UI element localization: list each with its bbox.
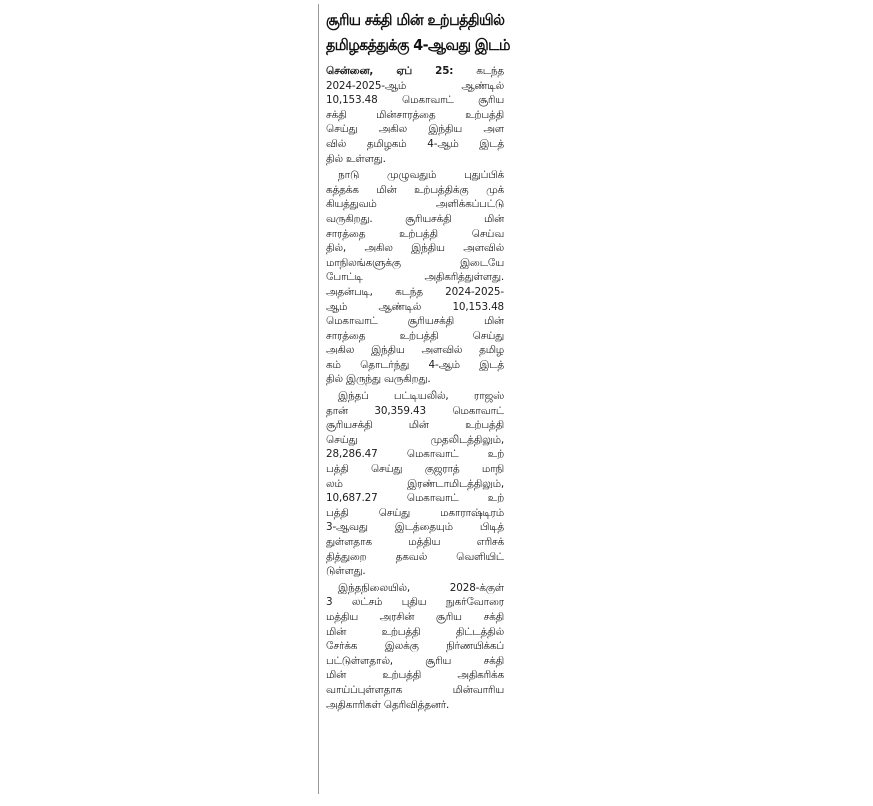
text-line: செய்து அகில இந்திய அள	[326, 123, 504, 136]
text-line: சேர்க்க இலக்கு நிர்ணயிக்கப்	[326, 640, 504, 653]
text-line	[326, 64, 504, 79]
text-line: வில் தமிழகம் 4-ஆம் இடத்	[326, 137, 504, 150]
text-line: பட்டுள்ளதால், சூரிய சக்தி	[326, 654, 504, 667]
text-line: கம் தொடர்ந்து 4-ஆம் இடத்	[326, 358, 504, 371]
text-line: மின் உற்பத்தி அதிகரிக்க	[326, 669, 504, 682]
text-line: இந்தநிலையில், 2028-க்குள்	[338, 581, 504, 594]
headline-line-2: தமிழகத்துக்கு 4-ஆவது இடம்	[326, 36, 510, 54]
text-line: இந்தப் பட்டியலில், ராஜஸ்	[338, 390, 504, 403]
text-line: போட்டி அதிகரித்துள்ளது.	[326, 271, 504, 284]
paragraph	[326, 581, 504, 712]
newspaper-clipping	[318, 4, 510, 802]
text-line: அகில இந்திய அளவில் தமிழ	[326, 344, 504, 357]
text-line: 10,687.27 மெகாவாட் உற்	[326, 492, 504, 505]
paragraph	[326, 64, 504, 166]
paragraph	[326, 168, 504, 387]
headline-line-1: சூரிய சக்தி மின் உற்பத்தியில்	[326, 11, 505, 29]
text-line: 3-ஆவது இடத்தையும் பிடித்	[326, 521, 504, 534]
text-line: மெகாவாட் சூரியசக்தி மின்	[326, 315, 504, 328]
text-line: பத்தி செய்து மகாராஷ்டிரம்	[326, 506, 504, 519]
text-line: பத்தி செய்து குஜராத் மாநி	[326, 463, 504, 476]
text-line: டுள்ளது.	[326, 565, 366, 578]
text-line: கத்தக்க மின் உற்பத்திக்கு முக்	[326, 183, 504, 196]
text-line: நாடு முழுவதும் புதுப்பிக்	[338, 169, 504, 182]
text-line: வாய்ப்புள்ளதாக மின்வாரிய	[326, 683, 504, 696]
text-line: தான் 30,359.43 மெகாவாட்	[326, 404, 504, 417]
text-line-content: கடந்த	[476, 65, 504, 77]
paragraph	[326, 389, 504, 579]
text-line: 10,153.48 மெகாவாட் சூரிய	[326, 94, 504, 107]
text-line: செய்து முதலிடத்திலும்,	[326, 433, 504, 446]
text-line: சூரியசக்தி மின் உற்பத்தி	[326, 419, 504, 432]
text-line: தித்துறை தகவல் வெளியிட்	[326, 550, 504, 563]
text-line: 2024-2025-ஆம் ஆண்டில்	[326, 79, 504, 92]
headline	[326, 8, 510, 58]
text-line: வருகிறது. சூரியசக்தி மின்	[326, 212, 504, 225]
text-line: 3 லட்சம் புதிய நுகர்வோரை	[326, 596, 504, 609]
text-line: சாரத்தை உற்பத்தி செய்து	[326, 329, 504, 342]
text-line: மத்திய அரசின் சூரிய சக்தி	[326, 610, 504, 623]
text-line: சக்தி மின்சாரத்தை உற்பத்தி	[326, 108, 504, 121]
text-line: ஆம் ஆண்டில் 10,153.48	[326, 300, 504, 313]
text-line: தில், அகில இந்திய அளவில்	[326, 242, 504, 255]
text-line: துள்ளதாக மத்திய எரிசக்	[326, 536, 504, 548]
text-line: 28,286.47 மெகாவாட் உற்	[326, 448, 504, 461]
text-line: கியத்துவம் அளிக்கப்பட்டு	[326, 198, 504, 211]
text-line: மின் உற்பத்தி திட்டத்தில்	[326, 625, 504, 638]
dateline: சென்னை, ஏப் 25:	[326, 65, 454, 77]
text-line: தில் உள்ளது.	[326, 152, 386, 165]
text-line: சாரத்தை உற்பத்தி செய்வ	[326, 227, 504, 240]
text-line: லம் இரண்டாமிடத்திலும்,	[326, 477, 504, 490]
text-line: தில் இருந்து வருகிறது.	[326, 373, 431, 386]
text-line: மாநிலங்களுக்கு இடையே	[326, 256, 504, 269]
text-line: அதன்படி, கடந்த 2024-2025-	[326, 285, 504, 298]
text-line: அதிகாரிகள் தெரிவித்தனர்.	[326, 698, 450, 711]
article-body	[326, 64, 504, 712]
